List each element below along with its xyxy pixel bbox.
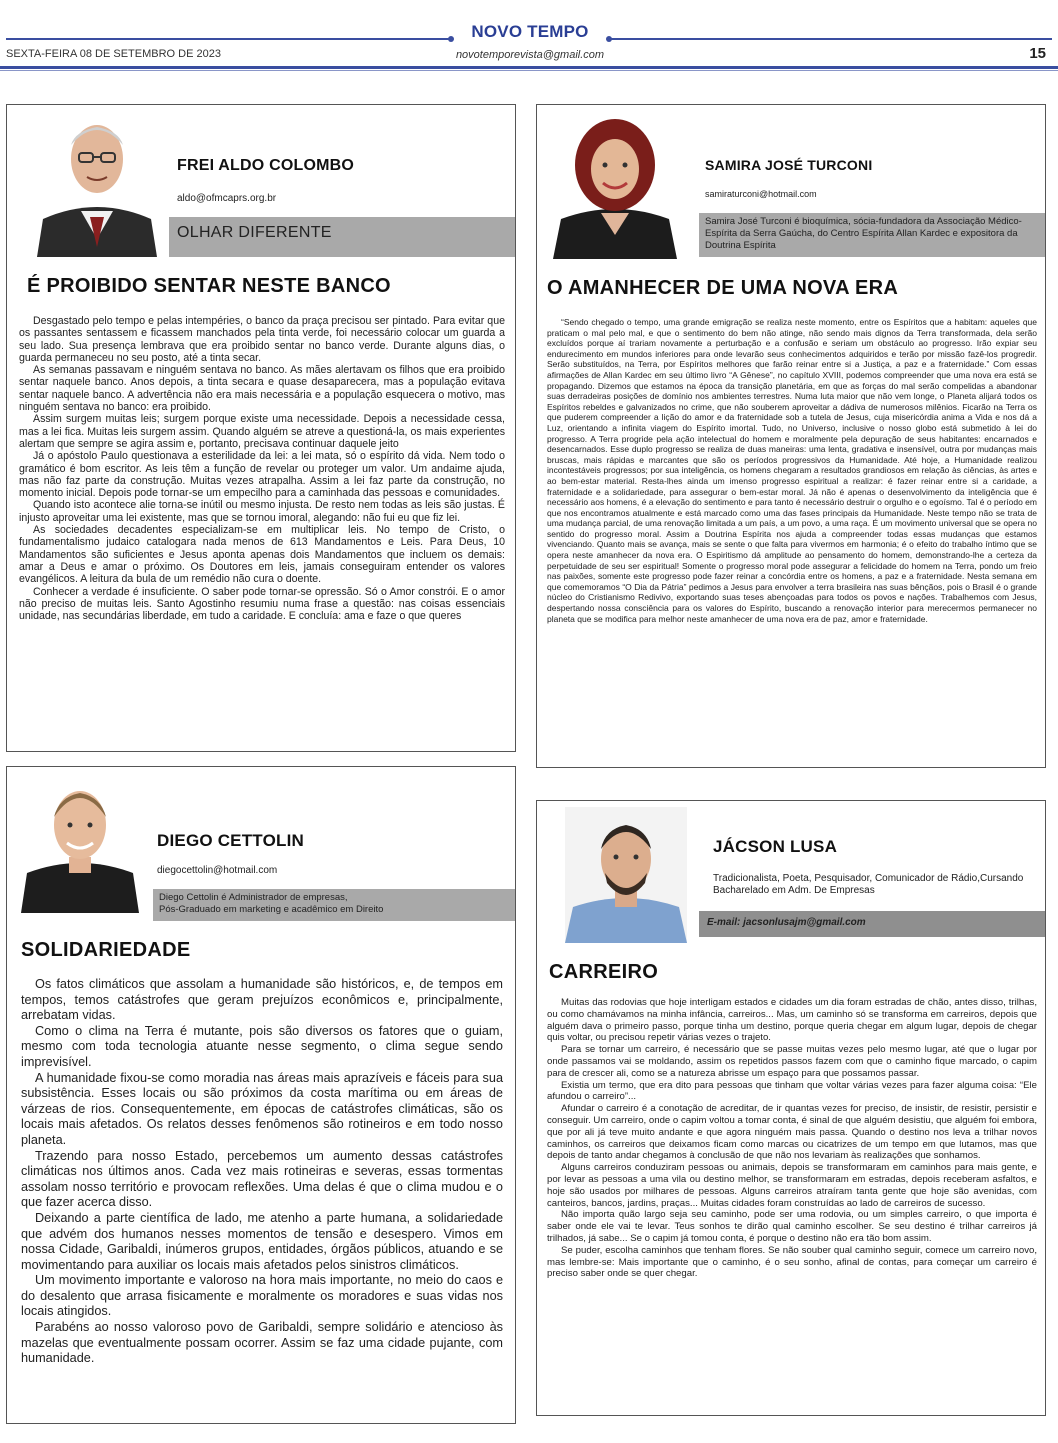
paragraph: Deixando a parte científica de lado, me atenho a parte humana, a solidariedade que advém dos humanos nesses momentos de tensão e desespero. Vimos em nossa Cidade, Garibaldi, inúmeros grupos, entidades, órgãos públicos, atuando e se movimentando para auxiliar os locais mais afetados pelos sinistros climáticos. [21, 1210, 503, 1272]
author-photo-samira [553, 107, 677, 259]
paragraph: Conhecer a verdade é insuficiente. O saber pode tornar-se opressão. Só o Amor constrói. E o amor não preciso de muitas leis. Santo Agostinho resumiu numa frase a questão: nas coisas essenciais unidade, nas secundárias liberdade, em tudo a caridade. E concluía: ama e faze o que queres [19, 585, 505, 623]
article-body [547, 997, 1037, 1280]
page-header [0, 0, 1058, 70]
article-body [547, 317, 1037, 624]
paragraph: As semanas passavam e ninguém sentava no banco. As mães alertavam os filhos que era proibido sentar naquele banco. Anos depois, a tinta secara e quase desaparecera, mas a população evitava sentar naquele banco. A advertência não era mais necessária e a população esquecera o motivo, mas ninguém sentava no banco: era proibido. [19, 364, 505, 414]
article-title: SOLIDARIEDADE [21, 939, 191, 961]
paragraph: Se puder, escolha caminhos que tenham flores. Se não souber qual caminho seguir, comece um carreiro novo, mas lembre-se: Mais importante que o caminho, é o seu sonho, afinal de contas, para começar um carreiro é preciso saber onde se quer chegar. [547, 1244, 1037, 1280]
article-title: O AMANHECER DE UMA NOVA ERA [547, 277, 899, 299]
paragraph: Como o clima na Terra é mutante, pois são diversos os fatores que o guiam, mesmo com toda tecnologia atuante nesse segmento, o clima segue sendo imprevisível. [21, 1023, 503, 1069]
author-email[interactable]: aldo@ofmcaprs.org.br [177, 193, 277, 204]
issue-date: SEXTA-FEIRA 08 DE SETEMBRO DE 2023 [6, 48, 221, 60]
bio-line: Bacharelado em Adm. De Empresas [713, 885, 875, 896]
paragraph: Desgastado pelo tempo e pelas intempéries, o banco da praça precisou ser pintado. Para evitar que os passantes sentassem e ficassem manchados pela tinta verde, foi necessário colocar um guarda a seu lado. Sua presença lembrava que era proibido sentar no banco verde. Durante alguns dias, o guarda permaneceu no seu posto, até a tinta secar. [19, 315, 505, 364]
page-number: 15 [1029, 45, 1046, 62]
column-name: OLHAR DIFERENTE [169, 217, 515, 257]
author-bio [153, 889, 515, 921]
author-name: FREI ALDO COLOMBO [177, 157, 355, 174]
author-photo-jacson [565, 807, 687, 943]
paragraph: Já o apóstolo Paulo questionava a esterilidade da lei: a lei mata, só o espírito dá vida. Nem todo o gramático é bom escritor. As leis têm a função de revelar ou proteger um valor. Um andaime ajuda, mas não faz parte da construção. Muitas vezes atrapalha. Assim a lei faz parte da construção, no momento inicial. Depois pode tornar-se um empecilho para a caminhada das pessoas e comunidades. [19, 450, 505, 500]
paragraph: Afundar o carreiro é a conotação de acreditar, de ir quantas vezes for preciso, de insistir, de resistir, persistir e conseguir. Um carreiro, onde o capim voltou a tomar conta, é sinal de que alguém desistiu, que alguém foi embora, que por ali já teve muito andante e que agora ninguém mais passa. Quando o destino nos leva a trilhar novos caminhos, os carreiros que deixamos ficam como marcas ou cicatrizes de um tempo em que lutamos, mas que depois de tanto andar chegamos à conclusão de que não nos levariam às realizações que sonhamos. [547, 1103, 1037, 1162]
article-title: CARREIRO [549, 961, 659, 983]
article-diego [6, 766, 516, 1424]
paragraph: Não importa quão largo seja seu caminho, pode ser uma rodovia, ou um simples carreiro, o que importa é saber onde ele vai te levar. Teus sonhos te dirão qual caminho escolher. Se seu destino é trilhar carreiros já trilhados, já sabe... Se o capim já tomou conta, é porque o destino não era tão bom assim. [547, 1209, 1037, 1244]
article-body [21, 977, 503, 1367]
author-name: SAMIRA JOSÉ TURCONI [705, 157, 873, 173]
paragraph: Os fatos climáticos que assolam a humanidade são históricos, e, de tempos em tempos, temos catástrofes que geram prejuízos econômicos e, principalmente, arrebatam vidas. [21, 977, 503, 1023]
article-title: É PROIBIDO SENTAR NESTE BANCO [27, 275, 391, 297]
header-email[interactable]: novotemporevista@gmail.com [455, 49, 605, 61]
header-rule-thin [0, 70, 1058, 71]
paragraph: Existia um termo, que era dito para pessoas que tinham que voltar várias vezes para fazer alguma coisa: “Ele afundou o carreiro”... [547, 1079, 1037, 1103]
header-line-left [6, 38, 451, 40]
author-email[interactable]: diegocettolin@hotmail.com [157, 865, 278, 876]
paragraph: Parabéns ao nosso valoroso povo de Garibaldi, sempre solidário e atencioso às mazelas que eventualmente possam ocorrer. Assim se faz uma cidade pujante, com humanidade. [21, 1320, 503, 1366]
paragraph: A humanidade fixou-se como moradia nas áreas mais aprazíveis e fáceis para sua subsistência. Esses locais ou são próximos da costa marítima ou em áreas de várzeas de rios. Consequentemente, em épocas de catástrofes climáticas, são os locais mais afetados. Os relatos desses fenômenos são rotineiros e em todo nosso planeta. [21, 1070, 503, 1147]
article-body [19, 315, 505, 622]
header-rule [0, 66, 1058, 69]
paragraph: Um movimento importante e valoroso na hora mais importante, no meio do caos e do desalento que arrasa fisicamente e moralmente os moradores e suas vidas nos locais atingidos. [21, 1273, 503, 1319]
bio-line: Diego Cettolin é Administrador de empresas, [159, 892, 348, 903]
bio-line: Pós-Graduado em marketing e acadêmico em Direito [159, 904, 384, 915]
paragraph: “Sendo chegado o tempo, uma grande emigração se realiza neste momento, entre os Espíritos que a habitam: aqueles que praticam o mal pelo mal, e que o sentimento do bem não atinge, não sendo mais dignos da Terra transformada, dela serão excluídos porque aí trariam novamente a perturbação e a confusão e seriam um obstáculo ao progresso. Irão expiar seu endurecimento em mundos inferiores para onde levarão seus conhecimentos adquiridos e terão por missão fazê-los progredir. Serão substituídos, na Terra, por Espíritos melhores que farão reinar entre si a Justiça, a paz e a fraternidade.” Com essas afirmações de Allan Kardec em seu último livro “A Gênese”, no capítulo XVIII, podemos compreender que uma nova era está se propagando. Dizemos que estamos na época da transição planetária, em que as forças do mal serão compelidas a abandonar suas derradeiras posições de domínio nos ambientes terrestres. Numa luta maior que não vem longe, o Planeta alijará todos os Espíritos rebeldes e galvanizados no crime, que não souberem aproveitar a dádiva de numerosos milênios. Ficarão na Terra os que puderem compreender a lição do amor e da fraternidade sob a tutela de Jesus, cuja misericórdia anima a Vida e nos dá a Luz, orientando a infinita viagem do Espírito imortal. Tudo, no Universo, inclusive o nosso globo está submetido à lei do progresso. A Terra progride pela ação intelectual do homem e moralmente pela depuração de seus habitantes: encarnados e desencarnados. Esse duplo progresso se realiza de duas maneiras: uma lenta, gradativa e insensível, outra por mudanças mais bruscas, mais rápidas e marcantes que são os períodos progressivos da Humanidade. Até hoje, a Humanidade realizou incontestáveis progressos; por sua inteligência, os homens chegaram a resultados grandiosos em relação às ciências, às artes e ao bem-estar material. Resta-lhes ainda um imenso progresso espiritual a realizar: é fazer reinar entre si a caridade, a fraternidade e a solidariedade, para assegurar o bem-estar moral. Já não é apenas o desenvolvimento da inteligência que é necessário aos homens, é a elevação do sentimento e para tanto é necessário destruir o orgulho e o egoísmo. Tal é o período em que nos encontramos atualmente e está marcado como uma das fases principais da Humanidade. Neste tempo não se trata de uma mudança parcial, de uma renovação limitada a um país, a um povo, a uma raça. É um movimento universal que se opera no sentido do progresso moral. Assim a Doutrina Espírita nos ajuda a compreender todas essas mudanças que estamos vivenciando. Quanto mais se avança, mais se sente o que falta para vivermos em harmonia; é o efeito do trabalho íntimo que se opera neste amanhecer da nova era. O Espiritismo dá amplitude ao pensamento do homem, demonstrando-lhe a certeza da perpetuidade de seu ser espiritual! Somente o progresso moral pode assegurar a felicidade do homem na Terra, pondo um freio nas paixões, somente este progresso pode fazer reinar a concórdia entre os homens, a paz e a fraternidade. Nesta semana em que comemoramos “O Dia da Pátria” pedimos a Jesus para envolver a terra brasileira nas suas bênçãos, pois o Brasil é o grande núcleo do Cristianismo Redivivo, exportando suas teses abençoadas para todos os povos e nações. Trabalhemos com Jesus, despertando nossa consciência para os valores do Espírito, buscando a renovação interior para merecermos permanecer no planeta que se modifica para melhor neste amanhecer de uma nova era de paz, amor e fraternidade. [547, 317, 1037, 624]
paragraph: Trazendo para nosso Estado, percebemos um aumento dessas catástrofes climáticas nos últimos anos. Cada vez mais rotineiras e severas, essas tormentas assolam nosso território e provocam reflexões. Uma delas é que o clima mudou e o que fazer acerca disso. [21, 1148, 503, 1210]
paragraph: As sociedades decadentes especializam-se em multiplicar leis. No tempo de Cristo, o fundamentalismo judaico catalogara nada menos de 613 Mandamentos e Leis. Para Deus, 10 Mandamentos são suficientes e Jesus aponta apenas dois Mandamentos que incluem os demais: amar a Deus e amar o próximo. Os Doutores em leis, jamais conseguiram entender os valores evangélicos. A leitura da bula de um remédio não cura o doente. [19, 524, 505, 586]
author-bio [713, 873, 1023, 897]
article-samira [536, 104, 1046, 768]
article-jacson [536, 800, 1046, 1416]
bio-line: Tradicionalista, Poeta, Pesquisador, Comunicador de Rádio,Cursando [713, 873, 1024, 884]
paragraph: Alguns carreiros conduziram pessoas ou animais, depois se transformaram em caminhos para mais gente, e por levar as pessoas a uma vila ou destino melhor, se transformaram em estradas, depois receberam asfaltos, e hoje são usados por milhares de pessoas. Alguns carreiros atraíram tanta gente que hoje são avenidas, com canteiros, bancos, jardins, praças... Muitas cidades foram construídas ao lado de carreiros de sucesso. [547, 1162, 1037, 1209]
author-name: DIEGO CETTOLIN [157, 831, 304, 850]
header-dot-left [448, 36, 454, 42]
author-email[interactable]: E-mail: jacsonlusajm@gmail.com [699, 911, 1045, 937]
author-email[interactable]: samiraturconi@hotmail.com [705, 189, 817, 199]
masthead: NOVO TEMPO [471, 22, 589, 41]
article-frei-aldo [6, 104, 516, 752]
header-line-right [610, 38, 1052, 40]
author-photo-frei-aldo [37, 107, 157, 257]
paragraph: Assim surgem muitas leis; surgem porque existe uma necessidade. Depois a necessidade cessa, mas a lei fica. Muitas leis surgem assim. Quando alguém se atreve a questioná-la, os mais experientes alertam que sempre se agira assim e, portanto, precisava continuar daquele jeito [19, 413, 505, 450]
paragraph: Para se tornar um carreiro, é necessário que se passe muitas vezes pelo mesmo lugar, até que o lugar por onde passamos vai se moldando, assim os repetidos passos fazem com que o caminho fique marcado, o capim para de crescer ali, como se a natureza abrisse um espaço para que possamos passar. [547, 1044, 1037, 1079]
author-bio: Samira José Turconi é bioquímica, sócia-fundadora da Associação Médico-Espírita da Serra Gaúcha, do Centro Espírita Allan Kardec e expositora da Doutrina Espírita [699, 213, 1045, 257]
author-name: JÁCSON LUSA [713, 837, 838, 856]
paragraph: Quando isto acontece alie torna-se inútil ou mesmo injusta. De resto nem todas as leis são justas. É injusto aproveitar uma lei existente, mas que se tornou imoral, alegando: não fui eu que fiz lei. [19, 499, 505, 524]
author-photo-diego [21, 773, 139, 913]
paragraph: Muitas das rodovias que hoje interligam estados e cidades um dia foram estradas de chão, antes disso, trilhas, ou como chamávamos na minha infância, carreiros... Mas, um caminho só se transforma em carreiros, depois que alguém dava o primeiro passo, porque tinha um destino, porque queria chegar em algum lugar, depois de chegar quis voltar, ou precisou repetir várias vezes o trajeto. [547, 997, 1037, 1044]
